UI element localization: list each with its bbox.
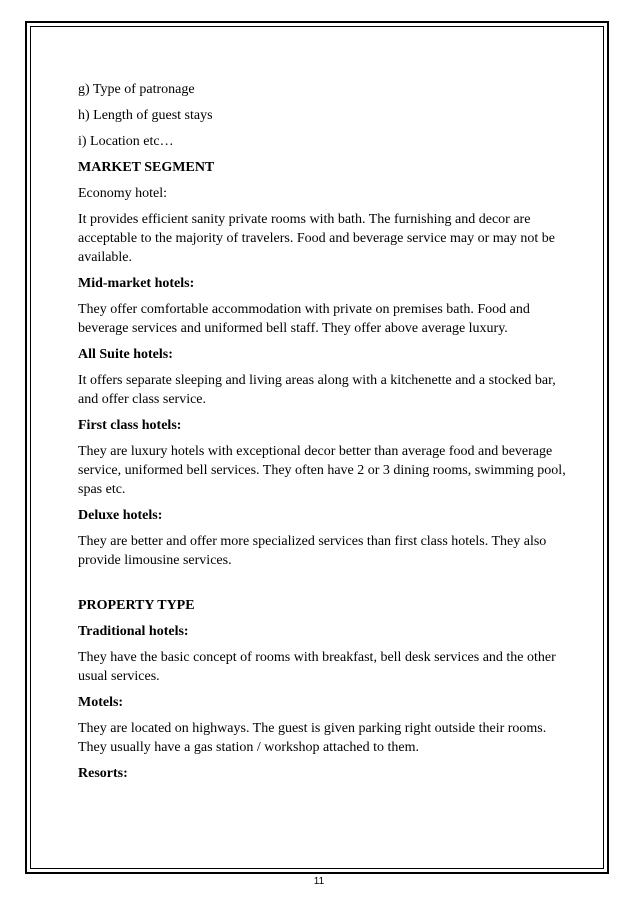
paragraph-traditional-hotels: They have the basic concept of rooms with breakfast, bell desk services and the other usual services. — [78, 650, 556, 684]
subheading-motels: Motels: — [78, 695, 124, 710]
paragraph-motels: They are located on highways. The guest is given parking right outside their rooms. They usually have a gas station / workshop attached to them. — [78, 721, 547, 755]
list-item-type-of-patronage: g) Type of patronage — [78, 82, 195, 97]
document-body — [78, 80, 568, 790]
list-item-length-of-guest-stays: h) Length of guest stays — [78, 108, 213, 123]
section-heading-market-segment: MARKET SEGMENT — [78, 160, 215, 175]
subheading-deluxe-hotels: Deluxe hotels: — [78, 508, 163, 523]
paragraph-first-class-hotels: They are luxury hotels with exceptional decor better than average food and beverage service, uniformed bell services. They often have 2 or 3 dining rooms, swimming pool, spas etc. — [78, 444, 566, 497]
subheading-economy-hotel: Economy hotel: — [78, 186, 168, 201]
subheading-mid-market-hotels: Mid-market hotels: — [78, 276, 195, 291]
subheading-resorts: Resorts: — [78, 766, 128, 781]
subheading-traditional-hotels: Traditional hotels: — [78, 624, 189, 639]
section-heading-property-type: PROPERTY TYPE — [78, 598, 195, 613]
paragraph-economy-hotel: It provides efficient sanity private rooms with bath. The furnishing and decor are acceptable to the majority of travelers. Food and beverage service may or may not be available. — [78, 212, 555, 265]
page-number: 11 — [313, 876, 325, 887]
subheading-all-suite-hotels: All Suite hotels: — [78, 347, 173, 362]
subheading-first-class-hotels: First class hotels: — [78, 418, 182, 433]
paragraph-mid-market-hotels: They offer comfortable accommodation with private on premises bath. Food and beverage services and uniformed bell staff. They offer above average luxury. — [78, 302, 530, 336]
paragraph-all-suite-hotels: It offers separate sleeping and living areas along with a kitchenette and a stocked bar, and offer class service. — [78, 373, 556, 407]
list-item-location: i) Location etc… — [78, 134, 174, 149]
paragraph-deluxe-hotels: They are better and offer more specialized services than first class hotels. They also provide limousine services. — [78, 534, 547, 568]
